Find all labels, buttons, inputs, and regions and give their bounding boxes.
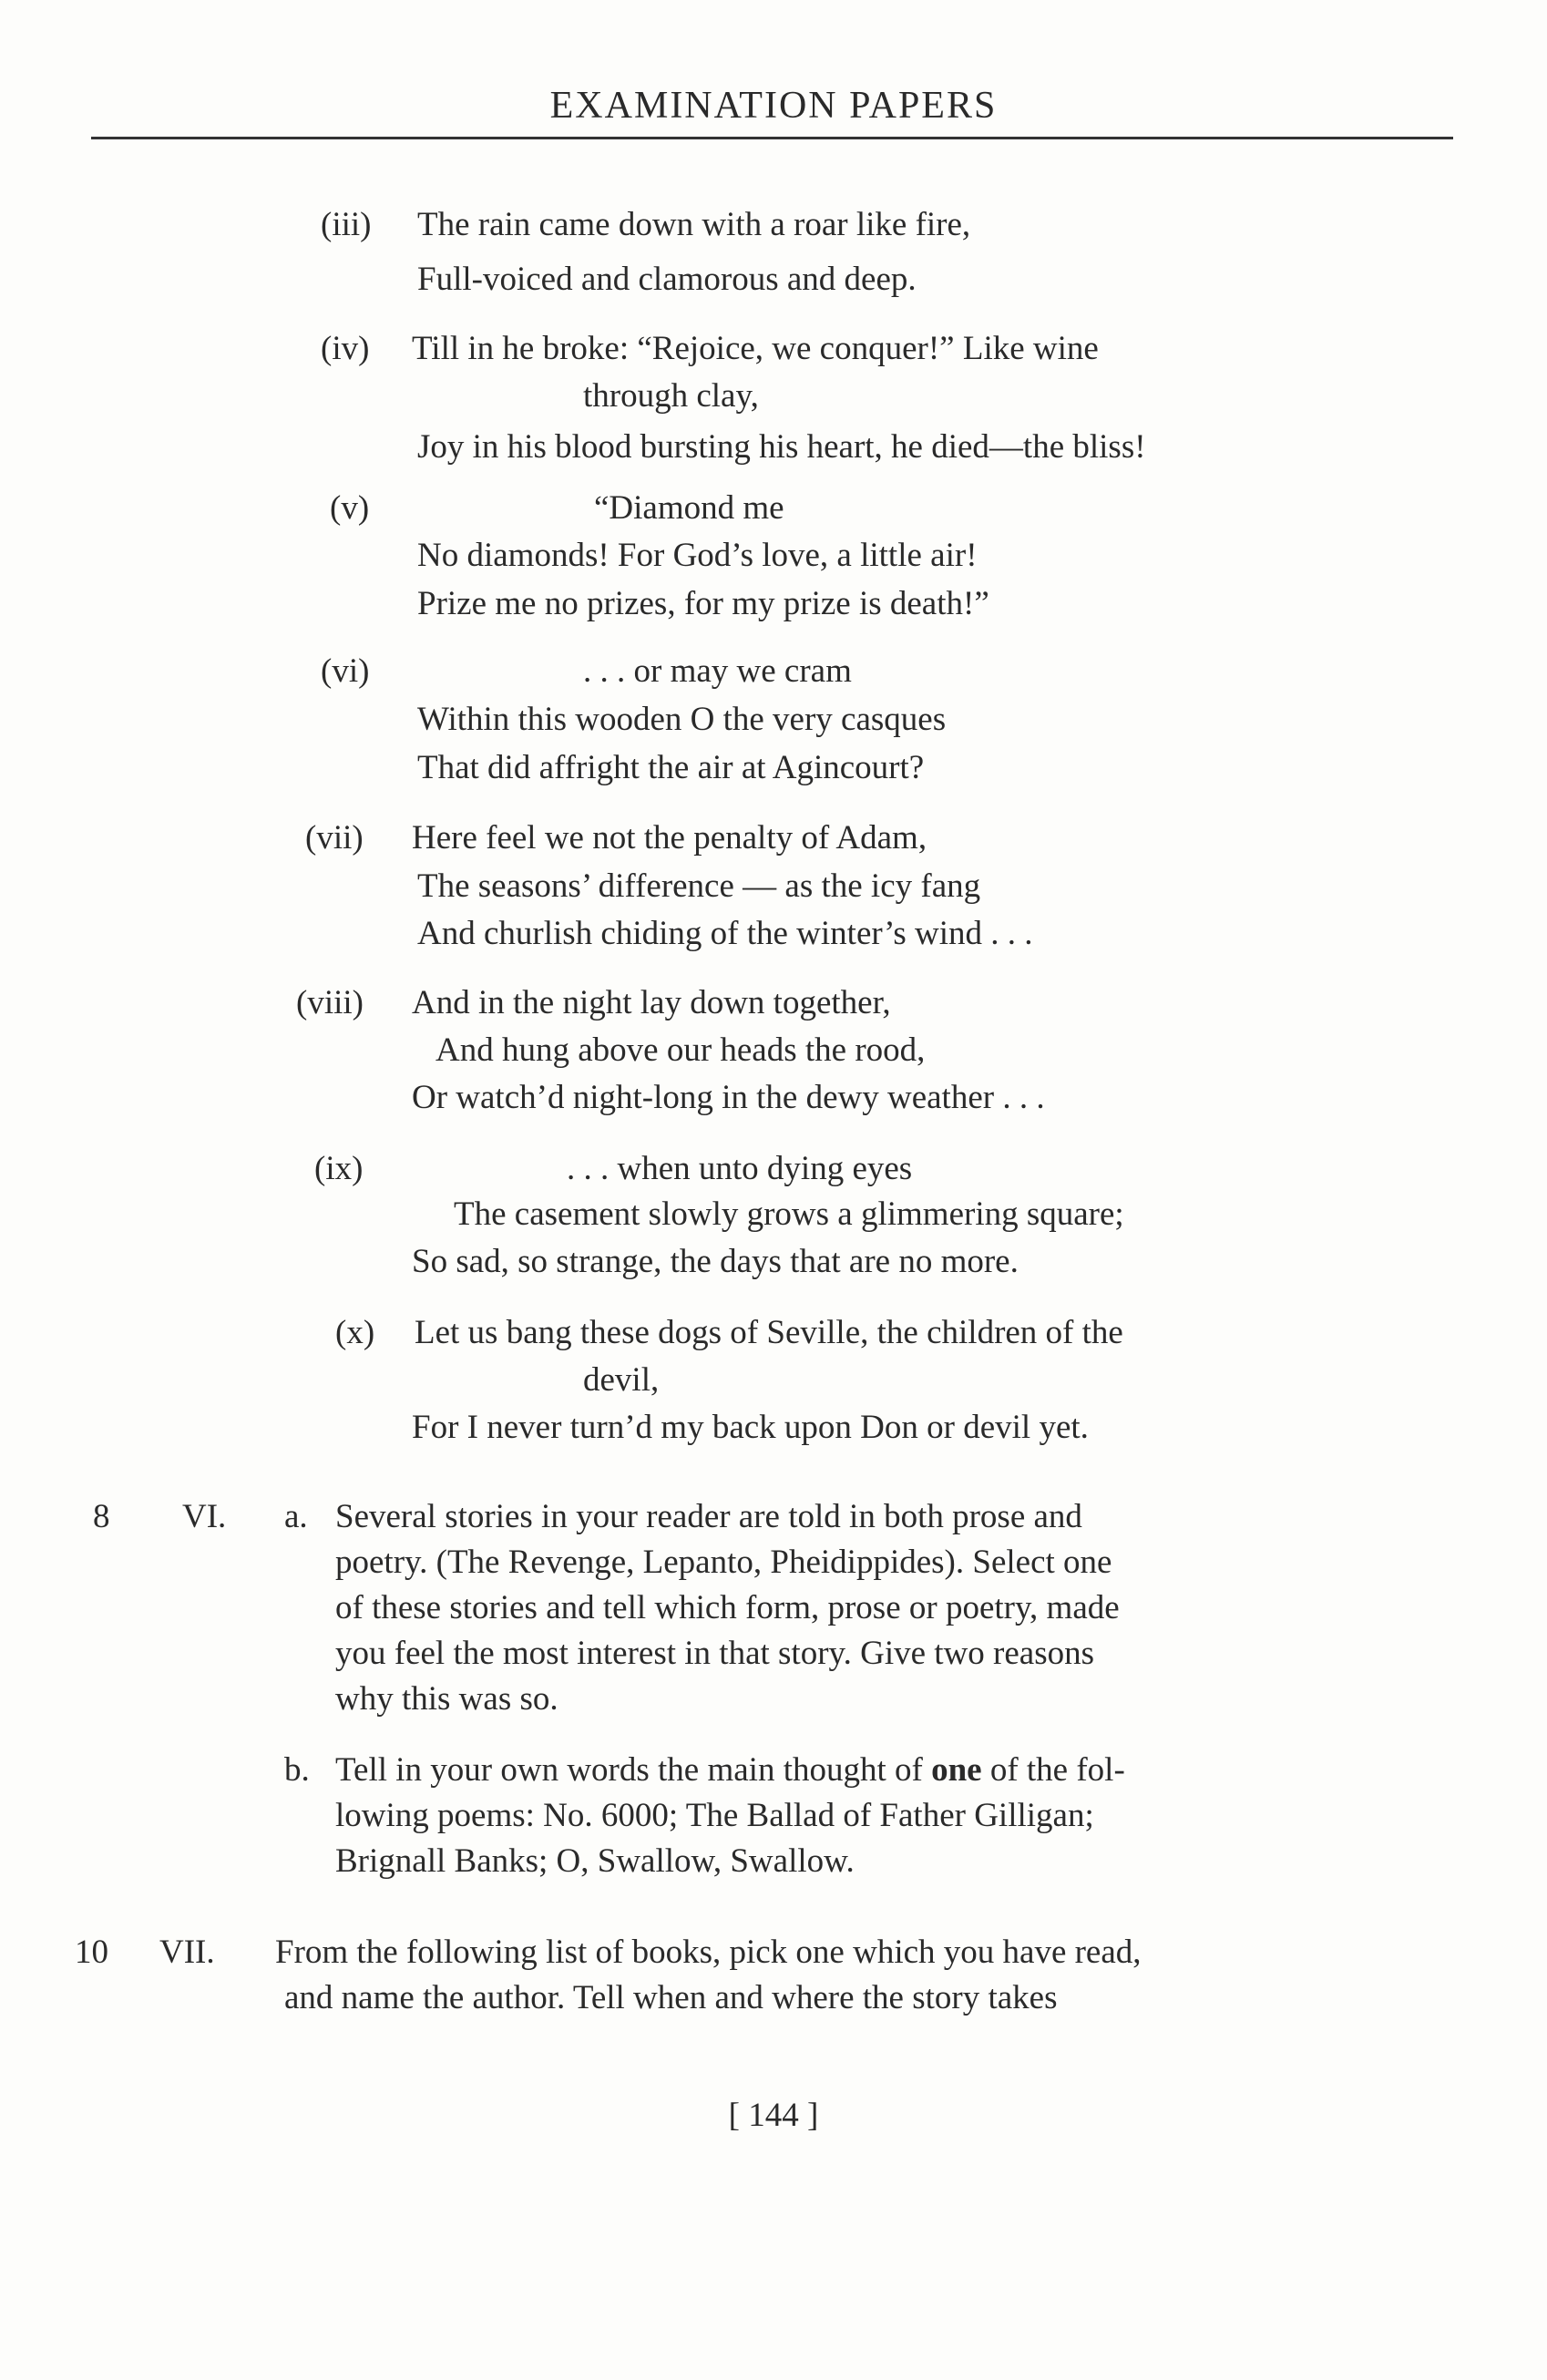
passage-line: And churlish chiding of the winter’s wind . . . (417, 915, 1033, 952)
question-line: From the following list of books, pick one which you have read, (275, 1934, 1142, 1971)
question-text: of the fol- (981, 1751, 1125, 1789)
question-line: poetry. (The Revenge, Lepanto, Pheidippides). Select one (335, 1544, 1112, 1581)
question-line: why this was so. (335, 1680, 558, 1718)
passage-number: (x) (335, 1314, 375, 1351)
passage-line: The casement slowly grows a glimmering square; (454, 1195, 1124, 1233)
emphasized-word: one (931, 1751, 982, 1789)
question-numeral: VII. (159, 1934, 215, 1971)
question-line: and name the author. Tell when and where the story takes (284, 1979, 1058, 2016)
passage-line: For I never turn’d my back upon Don or devil yet. (412, 1409, 1089, 1446)
passage-number: (v) (330, 489, 370, 527)
sub-question-label: a. (284, 1498, 308, 1535)
passage-line: Or watch’d night-long in the dewy weather . . . (412, 1079, 1045, 1116)
passage-line: . . . or may we cram (583, 652, 852, 690)
passage-line: Joy in his blood bursting his heart, he died—the bliss! (417, 428, 1146, 466)
passage-line: And hung above our heads the rood, (435, 1031, 926, 1069)
question-numeral: VI. (182, 1498, 227, 1535)
passage-number: (iv) (321, 330, 370, 367)
page-number: [ 144 ] (728, 2097, 819, 2134)
passage-line: Let us bang these dogs of Seville, the children of the (415, 1314, 1123, 1351)
passage-line: So sad, so strange, the days that are no more. (412, 1243, 1019, 1280)
passage-line: The rain came down with a roar like fire, (417, 206, 971, 243)
passage-line: devil, (583, 1361, 660, 1399)
question-line: of these stories and tell which form, prose or poetry, made (335, 1589, 1120, 1626)
sub-question-label: b. (284, 1751, 310, 1789)
passage-number: (vii) (305, 819, 364, 857)
passage-line: Prize me no prizes, for my prize is death!” (417, 585, 989, 622)
passage-line: The seasons’ difference — as the icy fang (417, 867, 981, 905)
question-marks: 8 (93, 1498, 110, 1535)
passage-number: (vi) (321, 652, 370, 690)
running-title: EXAMINATION PAPERS (549, 85, 998, 127)
passage-line: Full-voiced and clamorous and deep. (417, 261, 917, 298)
question-line (335, 1748, 1125, 1793)
question-line: you feel the most interest in that story. Give two reasons (335, 1635, 1095, 1672)
question-line: Brignall Banks; O, Swallow, Swallow. (335, 1842, 855, 1880)
passage-line: That did affright the air at Agincourt? (417, 749, 925, 786)
passage-line: “Diamond me (594, 489, 784, 527)
passage-line: Within this wooden O the very casques (417, 701, 947, 738)
header-rule (91, 137, 1453, 139)
passage-line: No diamonds! For God’s love, a little air! (417, 537, 978, 574)
passage-number: (iii) (321, 206, 372, 243)
passage-number: (viii) (296, 984, 364, 1021)
passage-line: through clay, (583, 377, 759, 415)
question-line: lowing poems: No. 6000; The Ballad of Father Gilligan; (335, 1797, 1094, 1834)
question-line: Several stories in your reader are told in both prose and (335, 1498, 1082, 1535)
passage-number: (ix) (314, 1150, 364, 1187)
passage-line: Till in he broke: “Rejoice, we conquer!” Like wine (412, 330, 1099, 367)
passage-line: . . . when unto dying eyes (567, 1150, 913, 1187)
question-marks: 10 (75, 1934, 108, 1971)
passage-line: And in the night lay down together, (412, 984, 891, 1021)
question-text: Tell in your own words the main thought of (335, 1751, 932, 1789)
passage-line: Here feel we not the penalty of Adam, (412, 819, 927, 857)
